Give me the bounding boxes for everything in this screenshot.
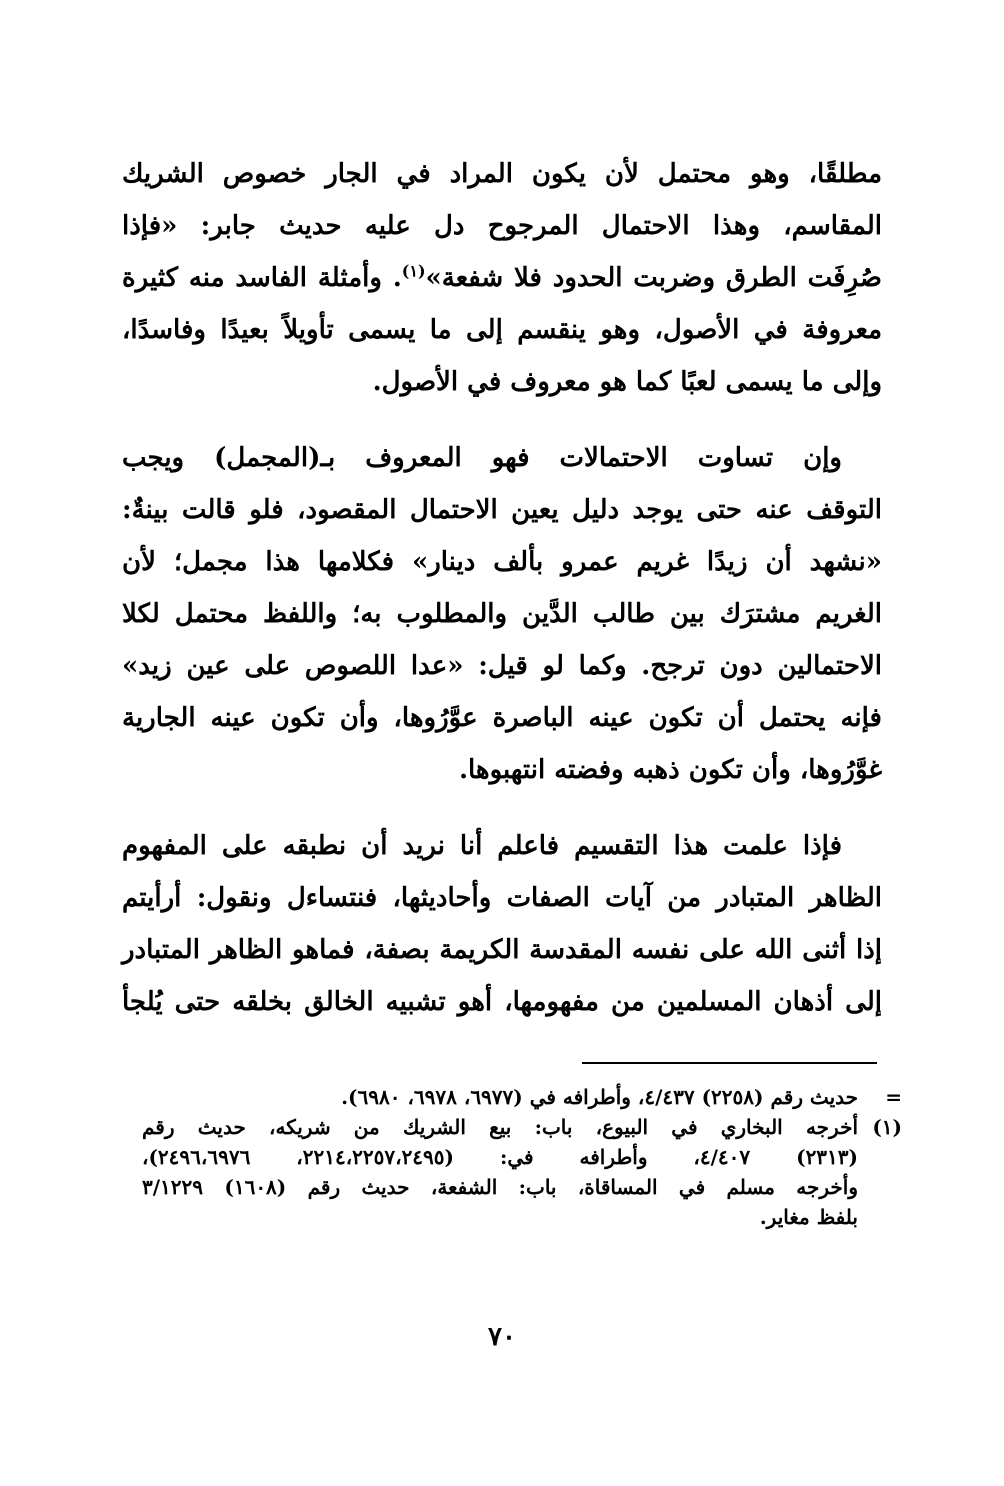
footnote-continuation (142, 1082, 902, 1112)
text-line: الاحتمالين دون ترجح. وكما لو قيل: «عدا اللصوص على عين زيد» (122, 651, 882, 681)
footnote-mark: = (885, 1085, 902, 1109)
text-line: الغريم مشترَك بين طالب الدَّين والمطلوب به؛ واللفظ محتمل لكلا (122, 599, 882, 629)
footnote-body (142, 1082, 858, 1112)
text-line: «نشهد أن زيدًا غريم عمرو بألف دينار» فكلامها هذا مجمل؛ لأن (122, 547, 882, 577)
footnote-line: وأخرجه مسلم في المساقاة، باب: الشفعة، حديث رقم (١٦٠٨) ٣/١٢٢٩ (142, 1175, 858, 1199)
paragraph-3 (122, 820, 882, 1028)
text-line: معروفة في الأصول، وهو ينقسم إلى ما يسمى تأويلاً بعيدًا وفاسدًا، (122, 315, 882, 345)
text-line: التوقف عنه حتى يوجد دليل يعين الاحتمال المقصود، فلو قالت بينةٌ: (122, 495, 882, 525)
footnote-reference[interactable]: (١) (401, 261, 426, 281)
footnote-line: أخرجه البخاري في البيوع، باب: بيع الشريك من شريكه، حديث رقم (142, 1115, 858, 1139)
page-number: ٧٠ (488, 1322, 516, 1352)
footnote-body (142, 1112, 858, 1232)
text-segment: . وأمثلة الفاسد منه كثيرة (122, 263, 402, 293)
text-line: فإذا علمت هذا التقسيم فاعلم أنا نريد أن نطبقه على المفهوم (122, 831, 842, 861)
footnote-line: حديث رقم (٢٢٥٨) ٤/٤٣٧، وأطرافه في (٦٩٧٧، ٦٩٧٨، ٦٩٨٠). (341, 1085, 858, 1109)
paragraph-1 (122, 148, 882, 408)
text-line: وإن تساوت الاحتمالات فهو المعروف بـ(المجمل) ويجب (122, 443, 842, 473)
paragraph-2 (122, 432, 882, 796)
text-line: الظاهر المتبادر من آيات الصفات وأحاديثها، فنتساءل ونقول: أرأيتم (122, 883, 882, 913)
footnote-line: بلفظ مغاير. (759, 1205, 858, 1229)
text-line: غوَّرُوها، وأن تكون ذهبه وفضته انتهبوها. (458, 755, 882, 785)
text-line: مطلقًا، وهو محتمل لأن يكون المراد في الجار خصوص الشريك (122, 159, 882, 189)
footnotes (142, 1082, 902, 1232)
text-line: وإلى ما يسمى لعبًا كما هو معروف في الأصول. (372, 367, 882, 397)
text-segment: صُرِفَت الطرق وضربت الحدود فلا شفعة» (425, 263, 882, 293)
text-line (122, 252, 882, 304)
text-line: فإنه يحتمل أن تكون عينه الباصرة عوَّرُوها، وأن تكون عينه الجارية (122, 703, 882, 733)
text-line: إذا أثنى الله على نفسه المقدسة الكريمة بصفة، فماهو الظاهر المتبادر (122, 935, 882, 965)
main-text (122, 148, 882, 1052)
footnote-mark: (١) (872, 1115, 902, 1139)
text-line: المقاسم، وهذا الاحتمال المرجوح دل عليه حديث جابر: «فإذا (122, 211, 882, 241)
footnote-divider (582, 1062, 877, 1064)
footnote-line: (٢٣١٣) ٤/٤٠٧، وأطرافه في: (٢٢١٤،٢٢٥٧،٢٤٩٥، ٢٤٩٦،٦٩٧٦)، (142, 1145, 858, 1169)
text-line: إلى أذهان المسلمين من مفهومها، أهو تشبيه الخالق بخلقه حتى يُلجأ (122, 987, 882, 1017)
footnote-1 (142, 1112, 902, 1232)
